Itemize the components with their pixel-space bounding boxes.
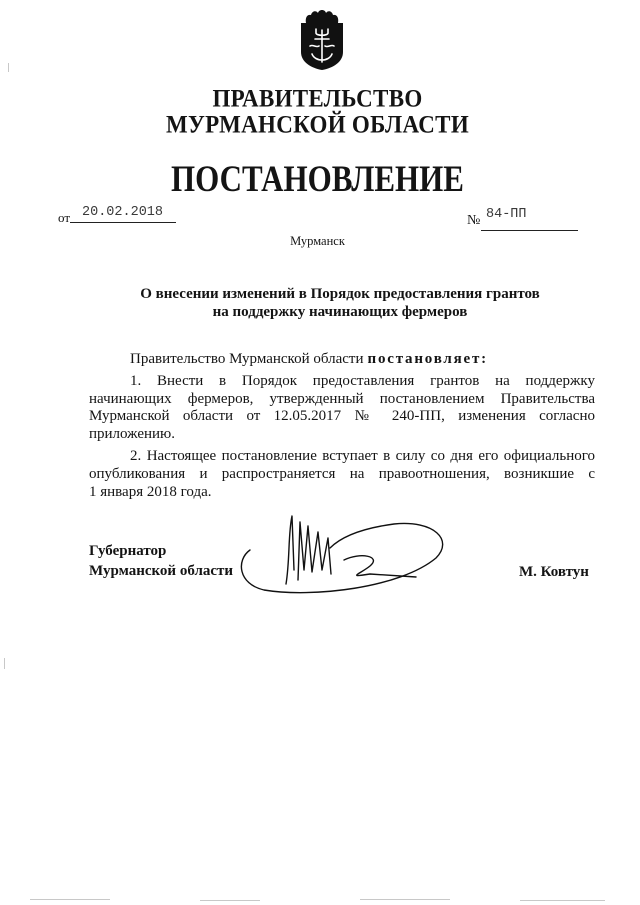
signatory-position-line1: Губернатор xyxy=(89,543,167,559)
date-underline xyxy=(70,222,176,223)
paragraph-1-line: 1. Внести в Порядок предоставления грантов на поддержку xyxy=(130,373,595,389)
emblem-crown xyxy=(306,10,339,23)
coat-of-arms-icon xyxy=(296,8,348,70)
document-title-line2: на поддержку начинающих фермеров xyxy=(212,304,468,320)
paragraph-1-line: приложению. xyxy=(89,425,176,442)
org-name-line2: МУРМАНСКОЙ ОБЛАСТИ xyxy=(165,110,470,139)
date-prefix: от xyxy=(58,210,71,225)
document-type: ПОСТАНОВЛЕНИЕ xyxy=(171,157,464,200)
scan-edge-line xyxy=(360,899,450,900)
intro-text: Правительство Мурманской области xyxy=(130,351,364,367)
paragraph-2-line: опубликования и распространяется на правоотношения, возникшие с xyxy=(89,466,595,482)
signatory-name: М. Ковтун xyxy=(519,564,589,580)
paragraph-2-line: 1 января 2018 года. xyxy=(89,484,212,500)
handwritten-signature xyxy=(230,508,455,600)
city-name: Мурманск xyxy=(290,234,345,248)
paragraph-2-line: 2. Настоящее постановление вступает в силу со дня его официального xyxy=(130,448,595,464)
document-date: 20.02.2018 xyxy=(82,205,164,220)
document-number: 84-ПП xyxy=(486,207,527,222)
scan-edge-line xyxy=(520,900,605,901)
paragraph-1-line: Мурманской области от 12.05.2017 № 240-ПП, изменения согласно xyxy=(89,408,595,424)
org-name-line1: ПРАВИТЕЛЬСТВО xyxy=(212,84,423,113)
paragraph-1-line: начинающих фермеров, утвержденный постановлением Правительства xyxy=(89,390,595,407)
scan-edge-line xyxy=(30,899,110,900)
paragraph-1 xyxy=(89,373,595,443)
number-underline xyxy=(481,230,578,231)
number-prefix: № xyxy=(467,213,481,228)
intro-emphasis: постановляет: xyxy=(367,351,488,367)
scan-mark xyxy=(8,63,9,72)
document-title-line1: О внесении изменений в Порядок предоставления грантов xyxy=(140,286,540,302)
scan-mark xyxy=(4,658,5,669)
scan-edge-line xyxy=(200,900,260,901)
body-intro xyxy=(130,351,488,369)
signatory-position-line2: Мурманской области xyxy=(89,563,234,579)
paragraph-2 xyxy=(89,447,595,501)
